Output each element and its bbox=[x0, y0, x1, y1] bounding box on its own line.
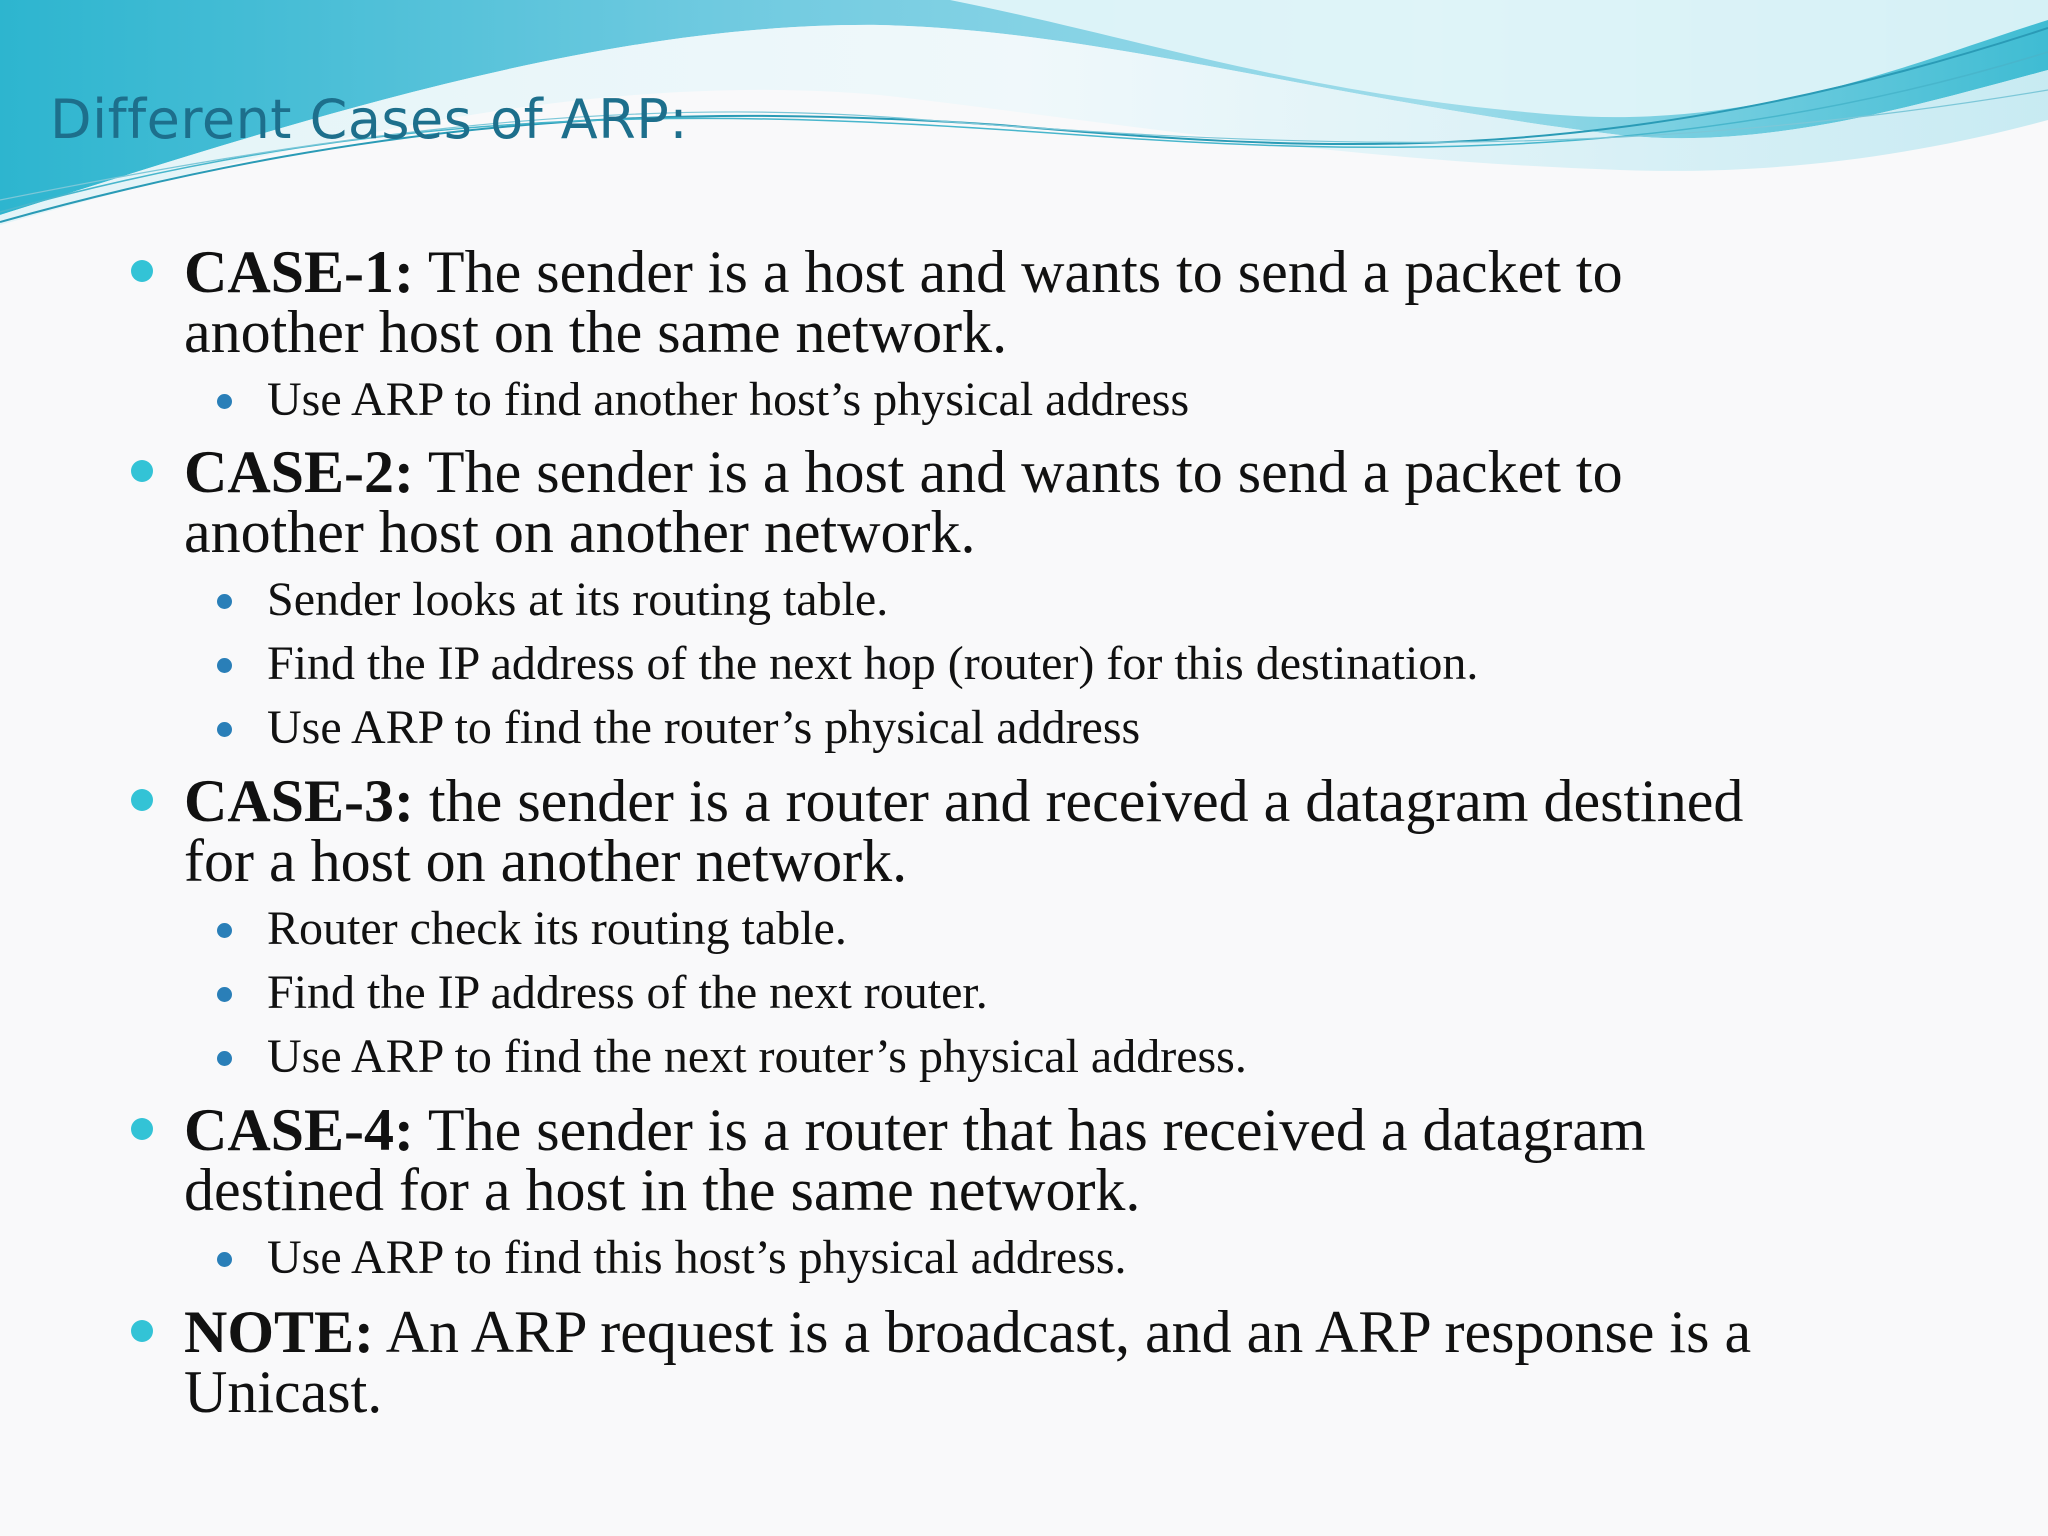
case-3-sub-3: Use ARP to find the next router’s physical address. bbox=[267, 1029, 1967, 1085]
case-4-text-line2: destined for a host in the same network. bbox=[184, 1157, 1141, 1223]
case-2-sub-1: Sender looks at its routing table. bbox=[267, 572, 1967, 628]
case-1-text-line1: The sender is a host and wants to send a packet to bbox=[414, 239, 1623, 305]
slide-title: Different Cases of ARP: bbox=[50, 88, 689, 151]
case-3-label: CASE-3: bbox=[184, 768, 415, 834]
case-3-text-line1: the sender is a router and received a datagram destined bbox=[414, 768, 1744, 834]
case-3-sub-2: Find the IP address of the next router. bbox=[267, 965, 1967, 1021]
case-2-text-line1: The sender is a host and wants to send a packet to bbox=[414, 439, 1623, 505]
note-text-line2: Unicast. bbox=[184, 1359, 383, 1425]
note-text-line1: An ARP request is a broadcast, and an ARP response is a bbox=[374, 1299, 1752, 1365]
case-4-item bbox=[184, 1097, 1964, 1223]
case-2-label: CASE-2: bbox=[184, 439, 415, 505]
case-3-item bbox=[184, 768, 1964, 894]
note-label: NOTE: bbox=[184, 1299, 375, 1365]
case-3-text-line2: for a host on another network. bbox=[184, 828, 908, 894]
case-2-item bbox=[184, 439, 1964, 565]
case-2-sub-2: Find the IP address of the next hop (router) for this destination. bbox=[267, 636, 1967, 692]
case-1-sub-1: Use ARP to find another host’s physical address bbox=[267, 372, 1967, 428]
case-1-label: CASE-1: bbox=[184, 239, 415, 305]
case-4-label: CASE-4: bbox=[184, 1097, 415, 1163]
case-2-sub-3: Use ARP to find the router’s physical address bbox=[267, 700, 1967, 756]
case-1-text-line2: another host on the same network. bbox=[184, 299, 1008, 365]
case-2-text-line2: another host on another network. bbox=[184, 499, 976, 565]
case-4-sub-1: Use ARP to find this host’s physical address. bbox=[267, 1230, 1967, 1286]
case-1-item bbox=[184, 239, 1964, 365]
case-4-text-line1: The sender is a router that has received a datagram bbox=[414, 1097, 1646, 1163]
case-3-sub-1: Router check its routing table. bbox=[267, 901, 1967, 957]
note-item bbox=[184, 1299, 1964, 1425]
